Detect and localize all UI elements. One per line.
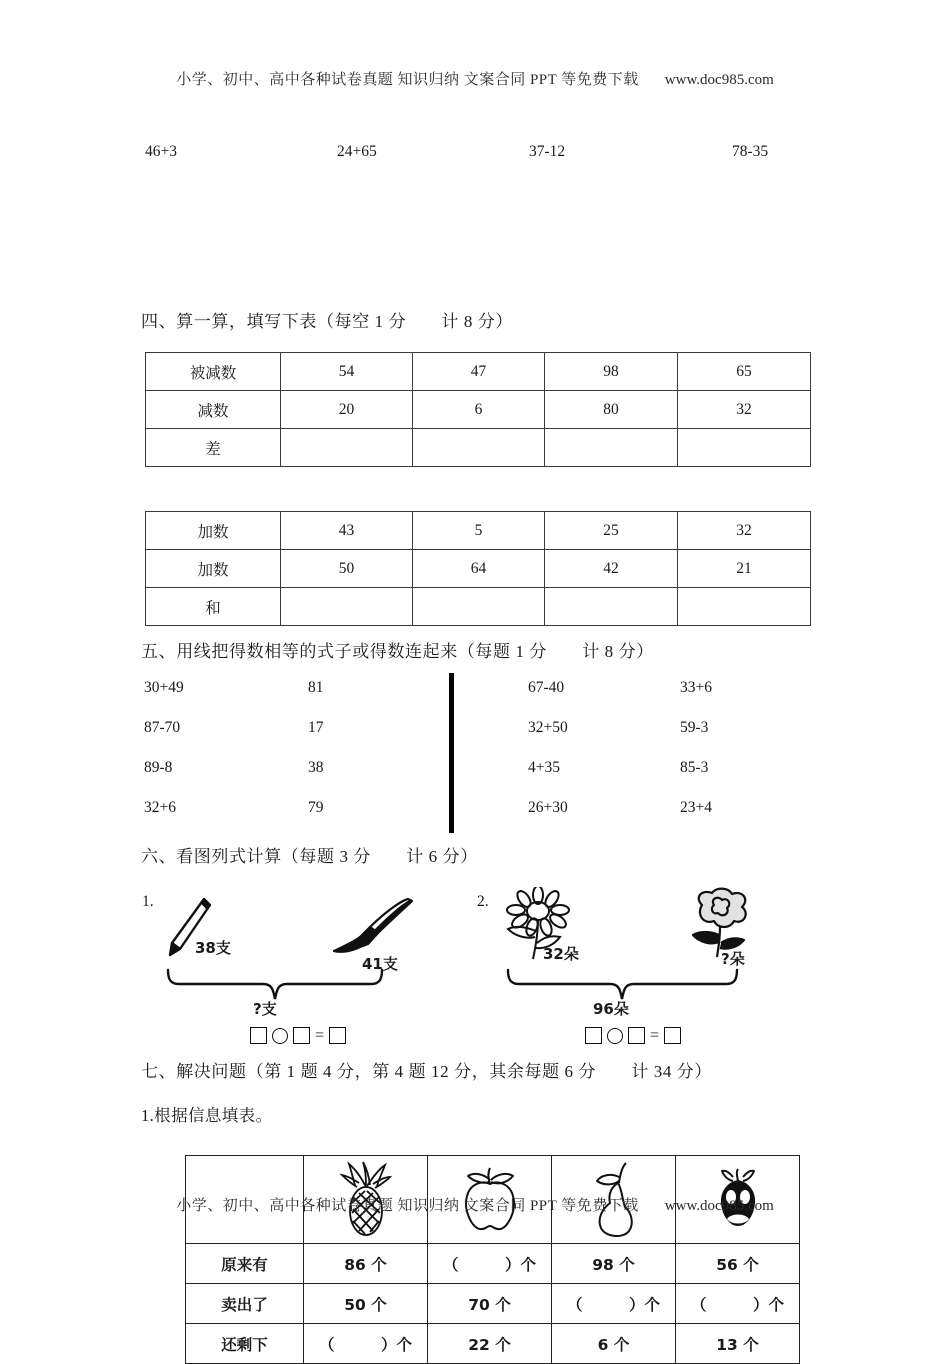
answer-blank[interactable]: （ ）个 — [304, 1324, 428, 1364]
answer-blank[interactable] — [545, 429, 678, 467]
equation-boxes-2[interactable] — [585, 1027, 681, 1044]
table-cell: 86 个 — [304, 1244, 428, 1284]
equals-sign: = — [315, 1026, 325, 1044]
section5-heading: 五、用线把得数相等的式子或得数连起来（每题 1 分 计 8 分） — [141, 642, 654, 661]
table-row — [146, 512, 811, 550]
table-row — [146, 429, 811, 467]
match-item[interactable]: 32+50 — [528, 719, 568, 736]
operator-circle[interactable] — [272, 1028, 288, 1044]
table-cell: 64 — [413, 550, 545, 588]
row-label: 还剩下 — [186, 1324, 304, 1364]
picture-problem-1 — [140, 885, 470, 1044]
left-quantity-label: 32朵 — [543, 945, 579, 963]
left-quantity-label: 38支 — [195, 939, 231, 957]
total-quantity-label: 96朵 — [593, 1000, 629, 1018]
answer-box[interactable] — [329, 1027, 346, 1044]
table-cell: 56 个 — [676, 1244, 800, 1284]
match-item[interactable]: 30+49 — [144, 679, 184, 696]
table-cell: 42 — [545, 550, 678, 588]
watermark-site: www.doc985.com — [664, 72, 774, 88]
problem-index: 1. — [142, 893, 154, 910]
section6-heading: 六、看图列式计算（每题 3 分 计 6 分） — [141, 847, 478, 866]
row-label: 加数 — [146, 550, 281, 588]
match-item[interactable]: 17 — [308, 719, 324, 736]
matching-column-2 — [308, 679, 324, 817]
row-label: 卖出了 — [186, 1284, 304, 1324]
table-row — [186, 1244, 800, 1284]
answer-blank[interactable] — [413, 429, 545, 467]
match-item[interactable]: 59-3 — [680, 719, 709, 736]
addition-table — [145, 511, 811, 626]
right-quantity-label: 41支 — [362, 955, 398, 973]
answer-blank[interactable]: （ ）个 — [552, 1284, 676, 1324]
answer-box[interactable] — [628, 1027, 645, 1044]
watermark-text: 小学、初中、高中各种试卷真题 知识归纳 文案合同 PPT 等免费下载 — [176, 1198, 639, 1214]
problem-index: 2. — [477, 893, 489, 910]
match-item[interactable]: 32+6 — [144, 799, 176, 816]
equals-sign: = — [650, 1026, 660, 1044]
match-item[interactable]: 4+35 — [528, 759, 560, 776]
table-cell: 13 个 — [676, 1324, 800, 1364]
exercise-item: 46+3 — [145, 143, 177, 160]
match-item[interactable]: 33+6 — [680, 679, 712, 696]
match-item[interactable]: 89-8 — [144, 759, 173, 776]
table-cell: 22 个 — [428, 1324, 552, 1364]
watermark-bottom — [0, 1194, 950, 1215]
matching-column-4 — [680, 679, 712, 817]
exercise-item: 78-35 — [732, 143, 769, 160]
answer-box[interactable] — [293, 1027, 310, 1044]
answer-box[interactable] — [664, 1027, 681, 1044]
section4-heading: 四、算一算，填写下表（每空 1 分 计 8 分） — [141, 312, 513, 331]
answer-blank[interactable] — [281, 429, 413, 467]
match-item[interactable]: 87-70 — [144, 719, 181, 736]
table-cell: 6 个 — [552, 1324, 676, 1364]
table-cell: 32 — [678, 512, 811, 550]
answer-blank[interactable] — [678, 429, 811, 467]
table-cell: 20 — [281, 391, 413, 429]
match-item[interactable]: 81 — [308, 679, 324, 696]
row-label: 原来有 — [186, 1244, 304, 1284]
row-label: 减数 — [146, 391, 281, 429]
answer-box[interactable] — [585, 1027, 602, 1044]
watermark-text: 小学、初中、高中各种试卷真题 知识归纳 文案合同 PPT 等免费下载 — [176, 72, 639, 88]
table-cell: 98 个 — [552, 1244, 676, 1284]
row-label: 被减数 — [146, 353, 281, 391]
table-cell: 32 — [678, 391, 811, 429]
table-cell: 54 — [281, 353, 413, 391]
answer-blank[interactable]: （ ）个 — [428, 1244, 552, 1284]
table-cell: 65 — [678, 353, 811, 391]
answer-blank[interactable]: （ ）个 — [676, 1284, 800, 1324]
match-item[interactable]: 85-3 — [680, 759, 709, 776]
answer-blank[interactable] — [678, 588, 811, 626]
section7-heading: 七、解决问题（第 1 题 4 分，第 4 题 12 分，其余每题 6 分 计 34 分） — [141, 1062, 712, 1081]
table-row — [146, 353, 811, 391]
table-row — [146, 550, 811, 588]
matching-column-3 — [528, 679, 568, 817]
picture-problem-2 — [475, 885, 805, 1044]
match-item[interactable]: 38 — [308, 759, 324, 776]
rose-flower-icon — [680, 887, 760, 967]
match-item[interactable]: 26+30 — [528, 799, 568, 816]
top-exercise-row — [145, 143, 810, 161]
subtraction-table — [145, 352, 811, 467]
equation-boxes-1[interactable] — [250, 1027, 346, 1044]
table-cell: 25 — [545, 512, 678, 550]
section7-q1-heading: 1.根据信息填表。 — [141, 1106, 273, 1125]
exercise-item: 37-12 — [529, 143, 566, 160]
watermark-top — [0, 68, 950, 89]
matching-divider — [449, 673, 454, 833]
row-label: 加数 — [146, 512, 281, 550]
matching-column-1 — [144, 679, 184, 817]
total-quantity-label: ?支 — [253, 1000, 277, 1018]
watermark-site: www.doc985.com — [664, 1198, 774, 1214]
match-item[interactable]: 23+4 — [680, 799, 712, 816]
answer-box[interactable] — [250, 1027, 267, 1044]
match-item[interactable]: 67-40 — [528, 679, 565, 696]
table-row — [186, 1284, 800, 1324]
row-label: 和 — [146, 588, 281, 626]
right-quantity-label: ?朵 — [721, 950, 745, 968]
operator-circle[interactable] — [607, 1028, 623, 1044]
row-label: 差 — [146, 429, 281, 467]
table-cell: 98 — [545, 353, 678, 391]
table-row — [146, 391, 811, 429]
match-item[interactable]: 79 — [308, 799, 324, 816]
table-cell: 6 — [413, 391, 545, 429]
table-cell: 5 — [413, 512, 545, 550]
exercise-item: 24+65 — [337, 143, 377, 160]
table-cell: 80 — [545, 391, 678, 429]
table-cell: 43 — [281, 512, 413, 550]
answer-blank[interactable] — [413, 588, 545, 626]
table-cell: 50 — [281, 550, 413, 588]
table-cell: 70 个 — [428, 1284, 552, 1324]
answer-blank[interactable] — [281, 588, 413, 626]
table-cell: 47 — [413, 353, 545, 391]
table-row — [146, 588, 811, 626]
table-cell: 21 — [678, 550, 811, 588]
answer-blank[interactable] — [545, 588, 678, 626]
table-cell: 50 个 — [304, 1284, 428, 1324]
fruit-quantity-table — [185, 1155, 800, 1364]
